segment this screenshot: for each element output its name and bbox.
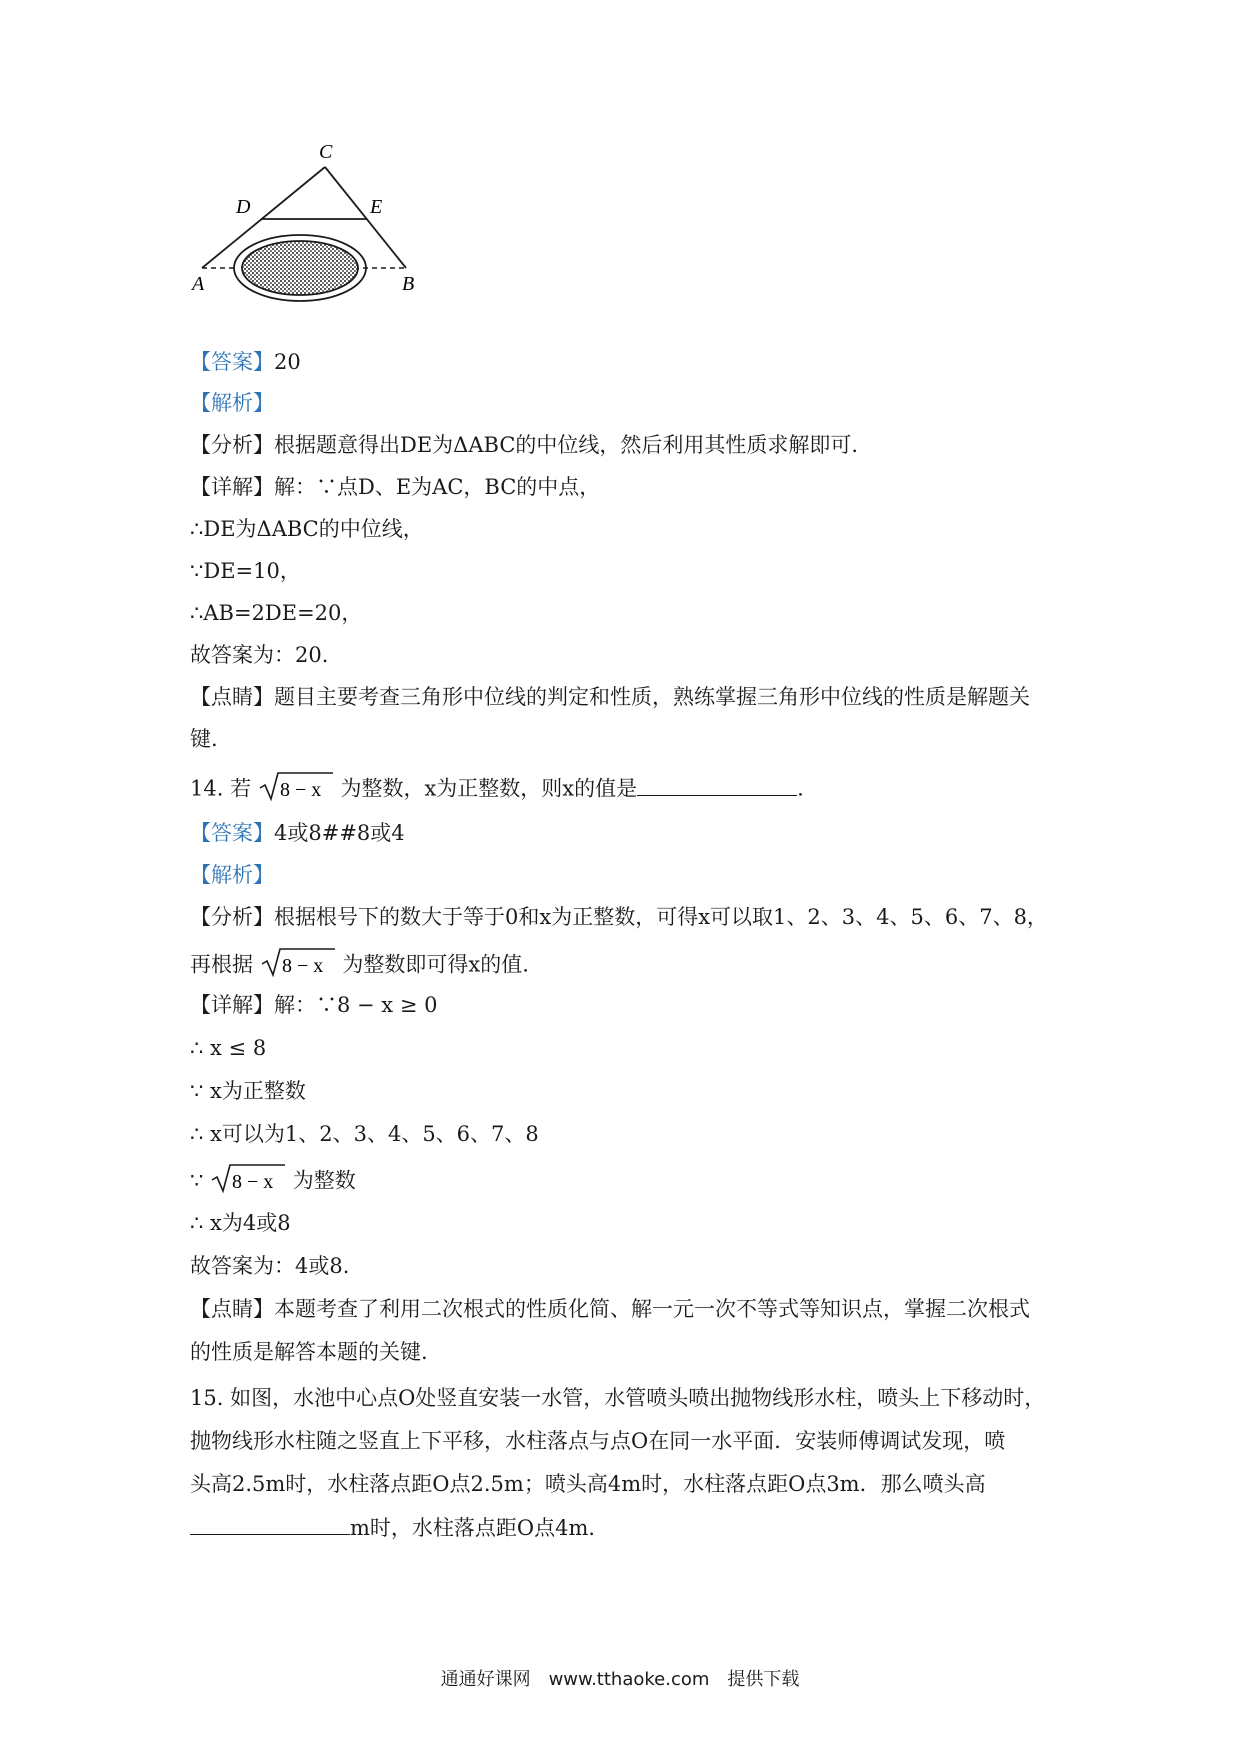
q15-line-3: 头高2.5m时，水柱落点距O点2.5m；喷头高4m时，水柱落点距O点3m．那么喷头高: [190, 1472, 986, 1496]
answer-value: 20: [274, 350, 301, 374]
comment-text: 题目主要考查三角形中位线的判定和性质，熟练掌握三角形中位线的性质是解题关: [274, 685, 1030, 709]
q14-final: 故答案为：4或8.: [190, 1254, 350, 1278]
fenxi-text: 根据题意得出DE为ΔABC的中位线，然后利用其性质求解即可.: [274, 433, 859, 457]
because-symbol: ∵: [190, 1168, 204, 1193]
label-e: E: [370, 196, 383, 218]
step4-text: 为整数: [292, 1168, 356, 1193]
q14-step-5: ∴ x为4或8: [190, 1211, 291, 1235]
q14-answer-line: [190, 818, 405, 848]
q14-fenxi-line: [190, 902, 1048, 932]
q13-step-2: ∵DE=10，: [190, 559, 301, 583]
comment-text: 本题考查了利用二次根式的性质化简、解一元一次不等式等知识点，掌握二次根式: [274, 1297, 1030, 1321]
svg-text:8 − x: 8 − x: [279, 779, 322, 801]
q15-line-1: 15. 如图，水池中心点O处竖直安装一水管，水管喷头喷出抛物线形水柱，喷头上下移动时，: [190, 1386, 1046, 1410]
sqrt-expression: [210, 1162, 286, 1202]
q14-step-3: ∴ x可以为1、2、3、4、5、6、7、8: [190, 1122, 539, 1146]
fenxi-text-2a: 再根据: [190, 952, 253, 977]
q13-detail-line: [190, 472, 600, 502]
q15-line-4: [190, 1512, 609, 1543]
q13-step-1: ∴DE为ΔABC的中位线，: [190, 517, 424, 541]
sqrt-symbol-icon: [210, 1162, 286, 1194]
svg-text:8 − x: 8 − x: [281, 955, 323, 977]
detail-text: 解：∵点D、E为AC，BC的中点，: [274, 475, 601, 499]
answer-tag: 【答案】: [190, 350, 274, 374]
detail-tag: 【详解】: [190, 475, 274, 499]
sqrt-expression: [260, 946, 336, 986]
q14-step-1: ∴ x ≤ 8: [190, 1036, 267, 1060]
q14-step-2: ∵ x为正整数: [190, 1079, 306, 1103]
sqrt-symbol-icon: [260, 946, 336, 978]
q15-line-4-text: m时，水柱落点距O点4m．: [350, 1516, 610, 1540]
q14-comment-cont: 的性质是解答本题的关键.: [190, 1340, 428, 1364]
detail-tag: 【详解】: [190, 993, 274, 1017]
q14-stem: [190, 770, 804, 810]
label-b: B: [402, 273, 415, 295]
analysis-tag: 【解析】: [190, 391, 274, 415]
sqrt-symbol-icon: [258, 770, 334, 802]
q14-fenxi-cont: [190, 946, 529, 986]
comment-tag: 【点睛】: [190, 685, 274, 709]
q13-step-3: ∴AB=2DE=20，: [190, 601, 363, 625]
triangle-pond-figure: [180, 140, 480, 340]
fenxi-tag: 【分析】: [190, 905, 274, 929]
q15-line-2: 抛物线形水柱随之竖直上下平移，水柱落点与点O在同一水平面．安装师傅调试发现，喷: [190, 1429, 1006, 1453]
q14-analysis-heading: [190, 860, 274, 890]
q13-fenxi-line: [190, 430, 858, 460]
q13-answer-line: [190, 347, 301, 377]
answer-value: 4或8##8或4: [274, 821, 405, 845]
q14-stem-text: 为整数，x为正整数，则x的值是: [340, 776, 638, 801]
label-a: A: [192, 273, 205, 295]
sqrt-expression: [258, 770, 334, 810]
q14-number: 14. 若: [190, 776, 252, 801]
q14-step-4: [190, 1162, 356, 1202]
fenxi-text-2b: 为整数即可得x的值.: [342, 952, 529, 977]
answer-blank: [190, 1512, 350, 1535]
pond-inner: [242, 241, 358, 295]
fenxi-text: 根据根号下的数大于等于0和x为正整数，可得x可以取1、2、3、4、5、6、7、8，: [274, 905, 1048, 929]
q13-comment-cont: 键.: [190, 727, 218, 751]
q14-comment-line: [190, 1294, 1030, 1324]
q13-analysis-heading: [190, 388, 274, 418]
label-d: D: [236, 196, 251, 218]
page-footer: 通通好课网 www.tthaoke.com 提供下载: [440, 1669, 800, 1690]
label-c: C: [319, 141, 333, 163]
answer-tag: 【答案】: [190, 821, 274, 845]
q14-detail-line: [190, 990, 437, 1020]
svg-text:8 − x: 8 − x: [232, 1171, 274, 1193]
detail-text: 解：∵8 − x ≥ 0: [274, 993, 438, 1017]
q14-stem-end: .: [797, 776, 804, 801]
analysis-tag: 【解析】: [190, 863, 274, 887]
q13-comment-line: [190, 682, 1030, 712]
answer-blank: [637, 773, 797, 796]
fenxi-tag: 【分析】: [190, 433, 274, 457]
q13-final: 故答案为：20.: [190, 643, 329, 667]
comment-tag: 【点睛】: [190, 1297, 274, 1321]
